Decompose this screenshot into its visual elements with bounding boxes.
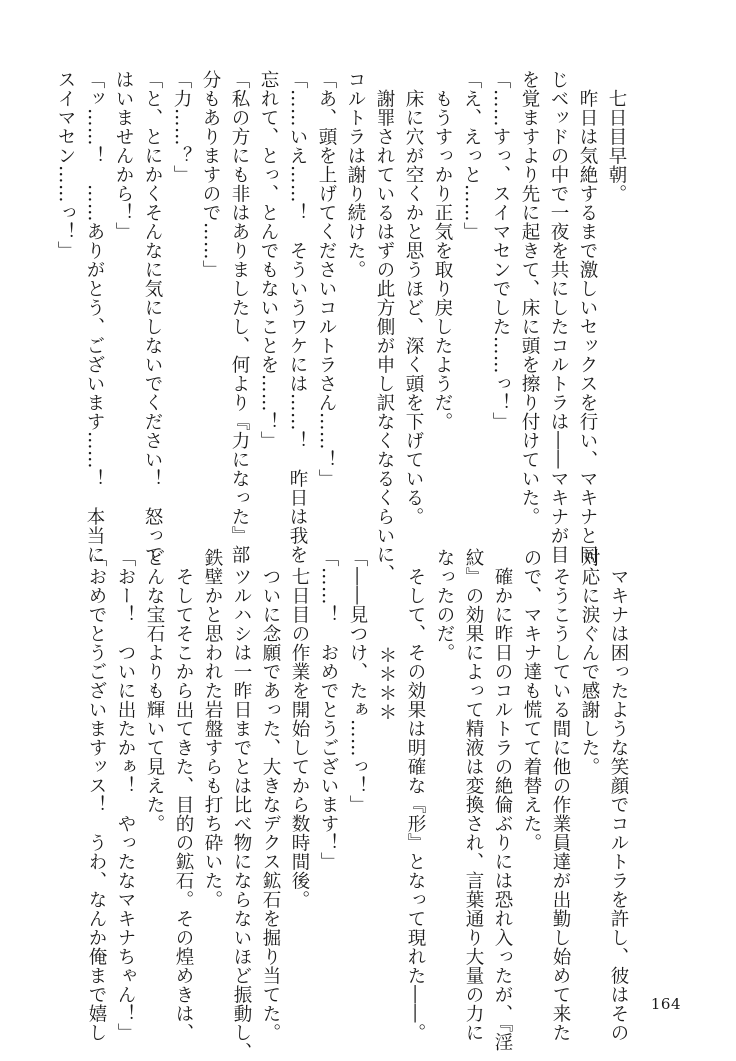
text-line: 「力……？」 <box>171 70 192 184</box>
text-line: 昨日は気絶するまで激しいセックスを行い、マキナと同 <box>577 70 598 564</box>
text-line: 分もありますので……」 <box>200 70 221 279</box>
text-line: 「私の方にも非はありましたし、何より『力になった』部 <box>229 70 250 564</box>
text-line: もうすっかり正気を取り戻したようだ。 <box>432 70 453 431</box>
text-line: 鉄壁かと思われた岩盤すらも打ち砕いた。 <box>202 548 223 909</box>
text-line: そうこうしている間に他の作業員達が出勤し始めて来た <box>550 548 571 1042</box>
text-line: 「……！ おめでとうございます！」 <box>318 548 339 871</box>
text-line: 「と、とにかくそんなに気にしないでください！ 怒って <box>142 70 163 564</box>
text-line: 七日目の作業を開始してから数時間後。 <box>289 548 310 909</box>
text-line: 「え、えっと……」 <box>461 70 482 241</box>
upper-text-block <box>51 70 631 583</box>
text-line: そしてそこから出てきた、目的の鉱石。その煌めきは、 <box>173 548 194 1042</box>
text-line: 「おめでとうございますッス！ うわ、なんか俺まで嬉し <box>86 548 107 1042</box>
text-line: マキナは困ったような笑顔でコルトラを許し、彼はその <box>608 548 629 1042</box>
text-line: 謝罪されているはずの此方側が申し訳なくなるくらいに、 <box>374 70 395 583</box>
text-line: 「……すっ、スイマセンでした……っ！」 <box>490 70 511 431</box>
text-line: 紋』の効果によって精液は変換され、言葉通り大量の力に <box>463 548 484 1042</box>
text-line: ついに念願であった、大きなデクス鉱石を掘り当てた。 <box>260 548 281 1042</box>
text-line: そして、その効果は明確な『形』となって現れた――。 <box>405 548 426 1042</box>
lower-text-block <box>82 548 633 1061</box>
text-line: はいませんから！」 <box>113 70 134 241</box>
text-line: どんな宝石よりも輝いて見えた。 <box>144 548 165 833</box>
text-line: 七日目早朝。 <box>606 70 627 203</box>
text-line: 忘れて、とっ、とんでもないことを……！」 <box>258 70 279 450</box>
text-line: なったのだ。 <box>434 548 455 662</box>
text-line: ツルハシは一昨日までとは比べ物にならないほど振動し、 <box>231 548 252 1061</box>
text-line: 「あ、頭を上げてくださいコルトラさん……！」 <box>316 70 337 488</box>
page-number: 164 <box>650 995 681 1013</box>
text-line: じベッドの中で一夜を共にしたコルトラは――マキナが目 <box>548 70 569 564</box>
text-line: 「……いえ……！ そういうワケには……！ 昨日は我を <box>287 70 308 564</box>
text-line: コルトラは謝り続けた。 <box>345 70 366 279</box>
text-line: 「――見つけ、たぁ……っ！」 <box>347 548 368 814</box>
text-line: スイマセン……っ！」 <box>55 70 76 260</box>
text-line: ので、マキナ達も慌てて着替えた。 <box>521 548 542 852</box>
text-line: 確かに昨日のコルトラの絶倫ぶりには恐れ入ったが、『淫 <box>492 548 513 1052</box>
text-line: 「おー！ ついに出たかぁ！ やったなマキナちゃん！」 <box>115 548 136 1042</box>
text-line: 対応に涙ぐんで感謝した。 <box>579 548 600 776</box>
text-line: 「ッ……！ ……ありがとう、ございます……！ 本当に <box>84 70 105 564</box>
text-line: を覚ますより先に起きて、床に頭を擦り付けていた。 <box>519 70 540 526</box>
text-line: 床に穴が空くかと思うほど、深く頭を下げている。 <box>403 70 424 526</box>
section-break: ＊＊＊＊ <box>376 646 397 722</box>
